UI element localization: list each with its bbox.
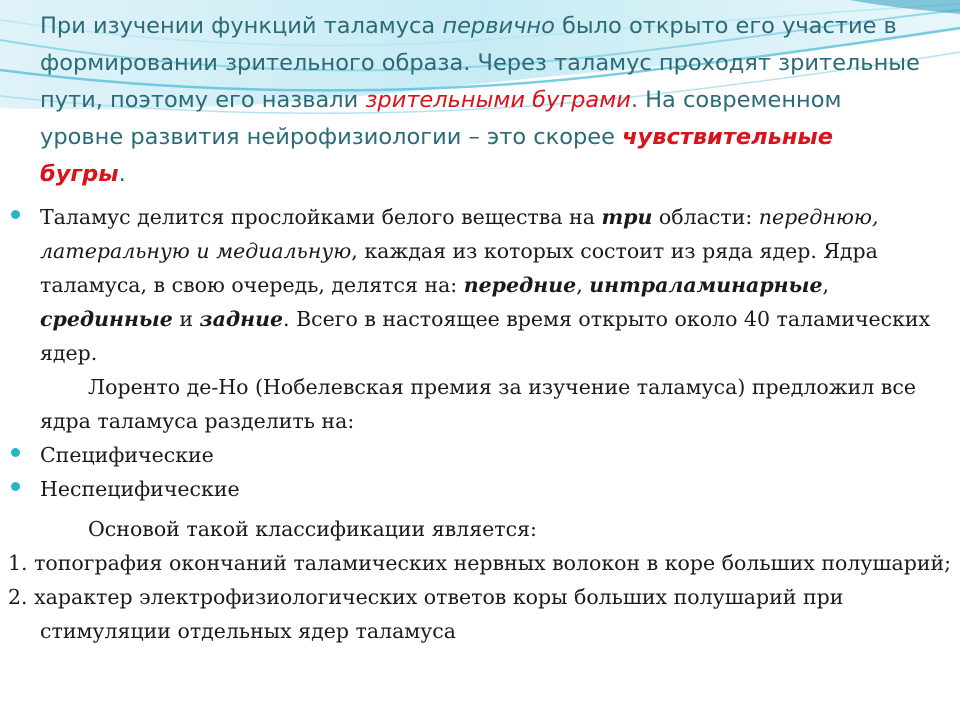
body-text: , [576, 273, 590, 297]
lorento-paragraph: Лоренто де-Но (Нобелевская премия за изучение таламуса) предложил все ядра таламуса разделить на: [40, 375, 916, 433]
body-text: , [822, 273, 830, 297]
title-highlight-visual-tubercles: зрительными буграми [365, 87, 631, 113]
emphasis-intralaminar: интраламинарные [589, 273, 823, 297]
title-text: было открыто его участие в формировании зрительного образа. Через таламус проходят зрительные пути, поэтому его назвали [40, 13, 920, 113]
body-text: Таламус делится прослойками белого вещества на [40, 205, 602, 229]
title-text: . [118, 161, 126, 187]
slide-title-paragraph [40, 8, 920, 193]
title-highlight-sensory-tubercles: чувствительные бугры [40, 124, 833, 187]
numbered-item-1: 1. топография окончаний таламических нервных волокон в коре больших полушарий; [8, 551, 952, 575]
classification-basis: Основой такой классификации является: [88, 517, 537, 541]
body-text: , каждая из которых состоит из ряда ядер. Ядра таламуса, в свою очередь, делятся на: [40, 239, 878, 297]
title-text: При изучении функций таламуса [40, 13, 443, 39]
emphasis-posterior: задние [199, 307, 284, 331]
body-text: области: [652, 205, 759, 229]
body-text: и [172, 307, 200, 331]
bullet-nonspecific: Неспецифические [0, 472, 955, 506]
body-text: . Всего в настоящее время открыто около 40 таламических ядер. [40, 307, 931, 365]
emphasis-anterior: передние [463, 273, 577, 297]
emphasis-median: срединные [40, 307, 173, 331]
emphasis-three: три [601, 205, 653, 229]
title-emphasis-primary: первично [442, 13, 555, 39]
bullet-thalamus-division [0, 200, 955, 370]
numbered-item-2: 2. характер электрофизиологических ответов коры больших полушарий при стимуляции отдельных ядер таламуса [8, 585, 844, 643]
slide-body [0, 200, 955, 648]
title-text: . На современном уровне развития нейрофизиологии – это скорее [40, 87, 842, 150]
bullet-specific: Специфические [0, 438, 955, 472]
emphasis-regions: переднюю, латеральную и медиальную [40, 205, 879, 263]
